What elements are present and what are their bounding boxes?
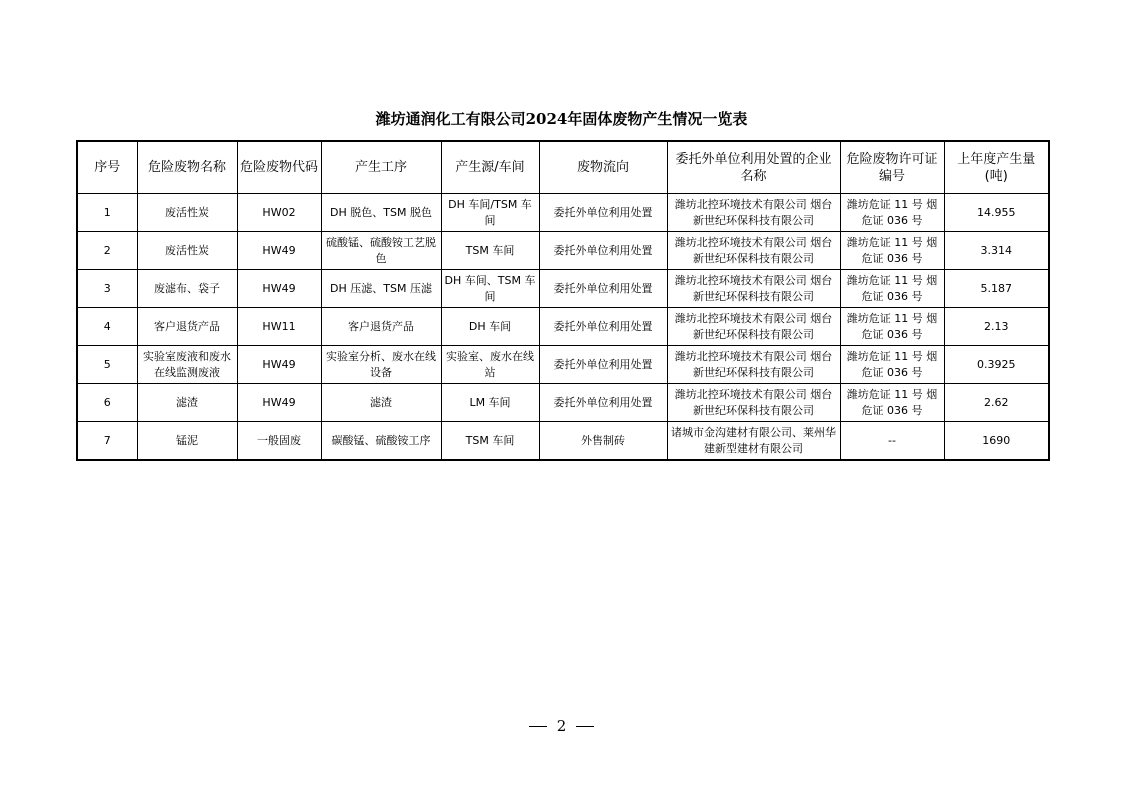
table-row: [77, 232, 1049, 270]
table-cell: 2.13: [944, 308, 1049, 346]
table-cell: 潍坊危证 11 号 烟危证 036 号: [840, 194, 944, 232]
header-cell: 危险废物代码: [237, 141, 321, 194]
table-row: [77, 346, 1049, 384]
page-dash-left: [529, 726, 547, 727]
table-cell: 5: [77, 346, 137, 384]
waste-table: [76, 140, 1050, 461]
table-cell: 委托外单位利用处置: [539, 384, 667, 422]
header-cell: 序号: [77, 141, 137, 194]
table-cell: 2: [77, 232, 137, 270]
header-cell: 废物流向: [539, 141, 667, 194]
table-row: [77, 308, 1049, 346]
table-cell: 废活性炭: [137, 232, 237, 270]
table-row: [77, 194, 1049, 232]
table-cell: 客户退货产品: [321, 308, 441, 346]
table-cell: 滤渣: [137, 384, 237, 422]
table-cell: 委托外单位利用处置: [539, 270, 667, 308]
table-cell: 外售制砖: [539, 422, 667, 461]
table-cell: 0.3925: [944, 346, 1049, 384]
table-row: [77, 384, 1049, 422]
table-cell: DH 脱色、TSM 脱色: [321, 194, 441, 232]
table-cell: HW49: [237, 346, 321, 384]
table-cell: 诸城市金沟建材有限公司、莱州华建新型建材有限公司: [667, 422, 840, 461]
table-cell: 潍坊危证 11 号 烟危证 036 号: [840, 270, 944, 308]
table-cell: --: [840, 422, 944, 461]
table-cell: HW11: [237, 308, 321, 346]
table-cell: HW49: [237, 270, 321, 308]
table-cell: DH 压滤、TSM 压滤: [321, 270, 441, 308]
table-cell: 碳酸锰、硫酸铵工序: [321, 422, 441, 461]
table-cell: 委托外单位利用处置: [539, 308, 667, 346]
table-cell: HW49: [237, 232, 321, 270]
table-cell: 潍坊危证 11 号 烟危证 036 号: [840, 308, 944, 346]
table-cell: 14.955: [944, 194, 1049, 232]
table-cell: 5.187: [944, 270, 1049, 308]
table-cell: HW02: [237, 194, 321, 232]
table-row: [77, 270, 1049, 308]
table-cell: TSM 车间: [441, 422, 539, 461]
header-cell: 危险废物名称: [137, 141, 237, 194]
table-header-row: [77, 141, 1049, 194]
table-cell: 潍坊北控环境技术有限公司 烟台新世纪环保科技有限公司: [667, 384, 840, 422]
table-cell: 客户退货产品: [137, 308, 237, 346]
table-cell: DH 车间/TSM 车间: [441, 194, 539, 232]
table-cell: 一般固废: [237, 422, 321, 461]
table-cell: 废滤布、袋子: [137, 270, 237, 308]
header-cell: 上年度产生量(吨): [944, 141, 1049, 194]
page-dash-right: [576, 726, 594, 727]
table-cell: DH 车间、TSM 车间: [441, 270, 539, 308]
table-cell: 潍坊危证 11 号 烟危证 036 号: [840, 346, 944, 384]
table-cell: 硫酸锰、硫酸铵工艺脱色: [321, 232, 441, 270]
header-cell: 危险废物许可证编号: [840, 141, 944, 194]
page-number-text: 2: [556, 717, 567, 735]
table-cell: 6: [77, 384, 137, 422]
table-cell: 实验室废液和废水在线监测废液: [137, 346, 237, 384]
table-cell: 潍坊北控环境技术有限公司 烟台新世纪环保科技有限公司: [667, 346, 840, 384]
table-cell: 潍坊北控环境技术有限公司 烟台新世纪环保科技有限公司: [667, 194, 840, 232]
table-cell: DH 车间: [441, 308, 539, 346]
table-cell: 2.62: [944, 384, 1049, 422]
page-number: [0, 717, 1123, 735]
table-cell: 潍坊危证 11 号 烟危证 036 号: [840, 384, 944, 422]
table-cell: 7: [77, 422, 137, 461]
table-cell: HW49: [237, 384, 321, 422]
table-row: [77, 422, 1049, 461]
header-cell: 委托外单位利用处置的企业名称: [667, 141, 840, 194]
table-cell: 实验室分析、废水在线设备: [321, 346, 441, 384]
table-cell: 潍坊北控环境技术有限公司 烟台新世纪环保科技有限公司: [667, 270, 840, 308]
table-cell: 委托外单位利用处置: [539, 232, 667, 270]
header-cell: 产生源/车间: [441, 141, 539, 194]
table-cell: 潍坊北控环境技术有限公司 烟台新世纪环保科技有限公司: [667, 232, 840, 270]
table-cell: 1690: [944, 422, 1049, 461]
table-cell: 废活性炭: [137, 194, 237, 232]
table-cell: LM 车间: [441, 384, 539, 422]
table-cell: 实验室、废水在线站: [441, 346, 539, 384]
table-cell: 潍坊危证 11 号 烟危证 036 号: [840, 232, 944, 270]
table-cell: 4: [77, 308, 137, 346]
table-cell: 委托外单位利用处置: [539, 346, 667, 384]
table-cell: 3.314: [944, 232, 1049, 270]
table-cell: 委托外单位利用处置: [539, 194, 667, 232]
table-cell: 滤渣: [321, 384, 441, 422]
table-cell: 锰泥: [137, 422, 237, 461]
document-title: 潍坊通润化工有限公司2024年固体废物产生情况一览表: [375, 110, 748, 128]
table-cell: TSM 车间: [441, 232, 539, 270]
table-cell: 3: [77, 270, 137, 308]
table-cell: 1: [77, 194, 137, 232]
table-cell: 潍坊北控环境技术有限公司 烟台新世纪环保科技有限公司: [667, 308, 840, 346]
header-cell: 产生工序: [321, 141, 441, 194]
